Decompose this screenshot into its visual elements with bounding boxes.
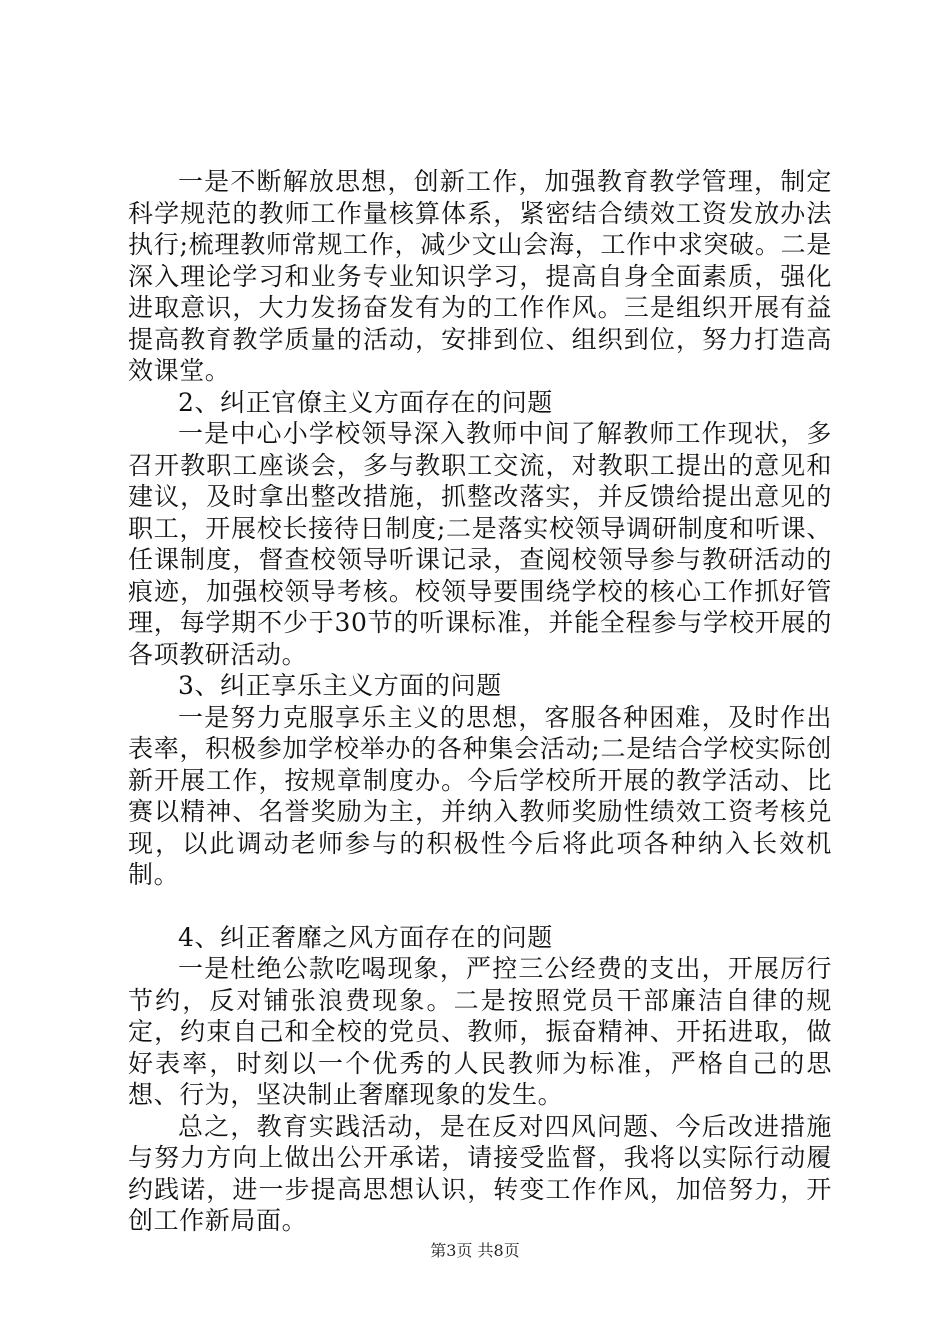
page-number-footer: 第3页 共8页 — [430, 1241, 520, 1260]
paragraph-3: 一是努力克服享乐主义的思想，客服各种困难，及时作出表率，积极参加学校举办的各种集会活动;二是结合学校实际创新开展工作，按规章制度办。今后学校所开展的教学活动、比赛以精神、名誉奖励为主，并纳入教师奖励性绩效工资考核兑现，以此调动老师参与的积极性今后将此项各种纳入长效机制。 — [128, 702, 832, 889]
paragraph-spacer — [128, 891, 832, 922]
section-heading-3: 3、纠正享乐主义方面的问题 — [178, 671, 502, 700]
paragraph-conclusion: 总之，教育实践活动，是在反对四风问题、今后改进措施与努力方向上做出公开承诺，请接受监督，我将以实际行动履约践诺，进一步提高思想认识，转变工作作风，加倍努力，开创工作新局面。 — [128, 1111, 832, 1235]
section-heading-2: 2、纠正官僚主义方面存在的问题 — [178, 387, 553, 417]
paragraph-2: 一是中心小学校领导深入教师中间了解教师工作现状，多召开教职工座谈会，多与教职工交流，对教职工提出的意见和建议，及时拿出整改措施，抓整改落实，并反馈给提出意见的职工，开展校长接待日制度;二是落实校领导调研制度和听课、任课制度，督查校领导听课记录，查阅校领导参与教研活动的痕迹，加强校领导考核。校领导要围绕学校的核心工作抓好管理，每学期不少于30节的听课标准，并能全程参与学校开展的各项教研活动。 — [128, 419, 832, 669]
paragraph-1: 一是不断解放思想，创新工作，加强教育教学管理，制定科学规范的教师工作量核算体系，紧密结合绩效工资发放办法执行;梳理教师常规工作，减少文山会海，工作中求突破。二是深入理论学习和业务专业知识学习，提高自身全面素质，强化进取意识，大力发扬奋发有为的工作作风。三是组织开展有益提高教育教学质量的活动，安排到位、组织到位，努力打造高效课堂。 — [128, 167, 832, 385]
document-body — [128, 166, 832, 1237]
section-heading-4: 4、纠正奢靡之风方面存在的问题 — [178, 922, 553, 952]
paragraph-4: 一是杜绝公款吃喝现象，严控三公经费的支出，开展厉行节约，反对铺张浪费现象。二是按照党员干部廉洁自律的规定，约束自己和全校的党员、教师，振奋精神、开拓进取，做好表率，时刻以一个优秀的人民教师为标准，严格自己的思想、行为，坚决制止奢靡现象的发生。 — [128, 954, 832, 1109]
